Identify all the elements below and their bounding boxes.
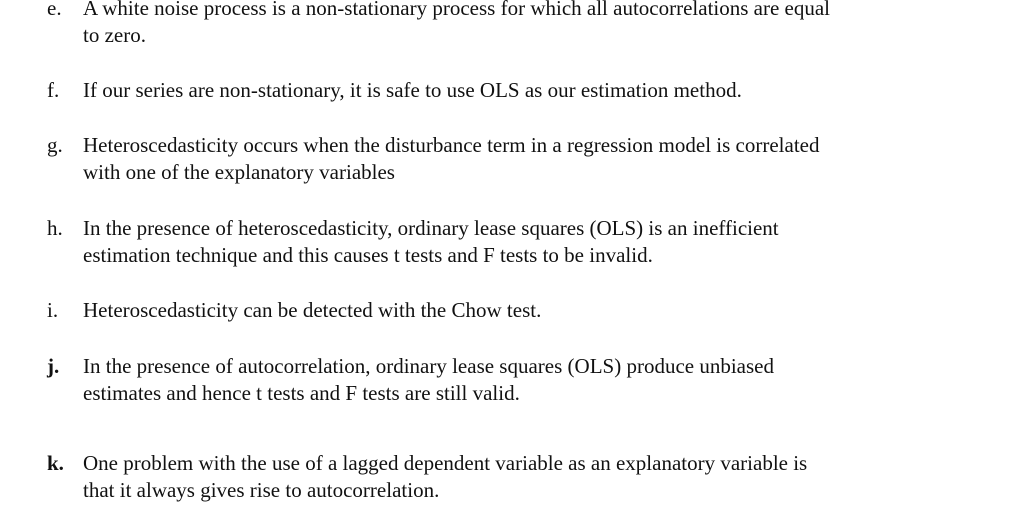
list-marker: h. [47,216,63,240]
text-line: Heteroscedasticity can be detected with the Chow test. [83,298,542,322]
text-line: that it always gives rise to autocorrelation. [83,478,440,502]
text-line: estimates and hence t tests and F tests are still valid. [83,381,520,405]
text-line: with one of the explanatory variables [83,160,395,184]
text-line: If our series are non-stationary, it is safe to use OLS as our estimation method. [83,78,742,102]
list-item-text [83,0,983,49]
text-line: to zero. [83,23,146,47]
text-line: In the presence of autocorrelation, ordinary lease squares (OLS) produce unbiased [83,354,774,378]
list-item-text [83,132,983,186]
list-marker: e. [47,0,62,20]
text-line: One problem with the use of a lagged dependent variable as an explanatory variable is [83,451,808,475]
list-item-text [83,450,983,504]
list-item-text [83,353,983,407]
text-line: estimation technique and this causes t tests and F tests to be invalid. [83,243,653,267]
list-item-text [83,215,983,269]
list-item-text [83,77,983,104]
list-item-text [83,297,983,324]
list-marker: g. [47,133,63,157]
text-line: Heteroscedasticity occurs when the disturbance term in a regression model is correlated [83,133,820,157]
list-marker: k. [47,451,64,475]
list-marker: j. [47,354,60,378]
list-marker: i. [47,298,59,322]
text-line: A white noise process is a non-stationary process for which all autocorrelations are equal [83,0,831,20]
list-marker: f. [47,78,60,102]
text-line: In the presence of heteroscedasticity, ordinary lease squares (OLS) is an inefficient [83,216,779,240]
